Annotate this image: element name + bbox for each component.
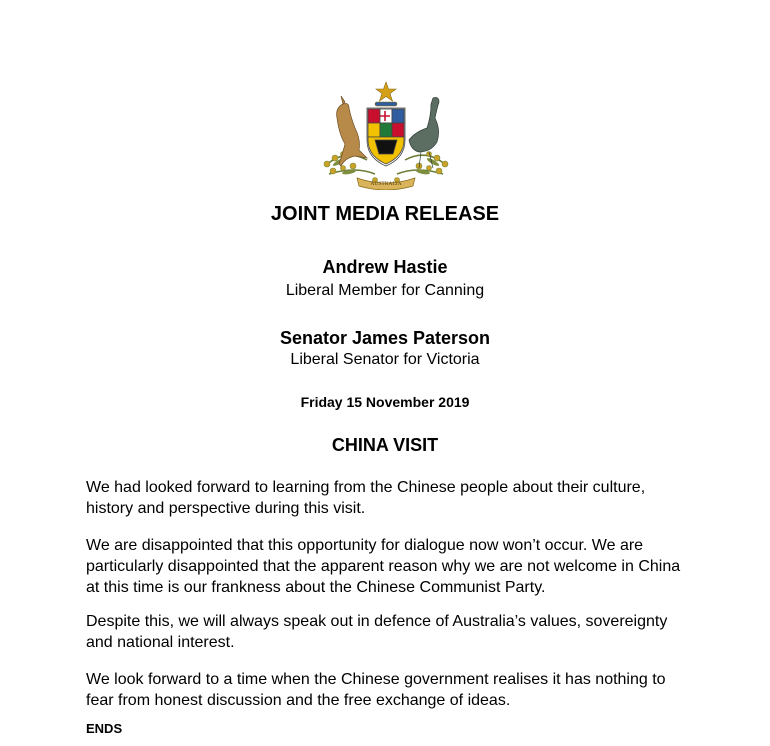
- release-type-title: JOINT MEDIA RELEASE: [270, 203, 500, 225]
- release-date: Friday 15 November 2019: [300, 394, 470, 410]
- person-role-2: Liberal Senator for Victoria: [290, 351, 480, 368]
- body-paragraph-3: Despite this, we will always speak out in defence of Australia’s values, sovereignty and national interest.: [86, 613, 668, 651]
- person-name-2: Senator James Paterson: [279, 328, 491, 348]
- person-name-1: Andrew Hastie: [322, 257, 448, 277]
- closing-ends: ENDS: [86, 721, 123, 736]
- release-heading: CHINA VISIT: [331, 435, 439, 455]
- body-paragraph-4: We look forward to a time when the Chinese government realises it has nothing to fear from honest discussion and the free exchange of ideas.: [86, 671, 666, 709]
- person-role-1: Liberal Member for Canning: [285, 282, 485, 299]
- body-paragraph-2: We are disappointed that this opportunity for dialogue now won’t occur. We are particularly disappointed that the apparent reason why we are not welcome in China at this time is our frankness about the Chinese Communist Party.: [86, 537, 681, 596]
- crest-scroll-text: AUSTRALIA: [370, 181, 402, 187]
- body-paragraph-1: We had looked forward to learning from the Chinese people about their culture, history and perspective during this visit.: [86, 479, 646, 517]
- australian-coat-of-arms-icon: [315, 78, 457, 190]
